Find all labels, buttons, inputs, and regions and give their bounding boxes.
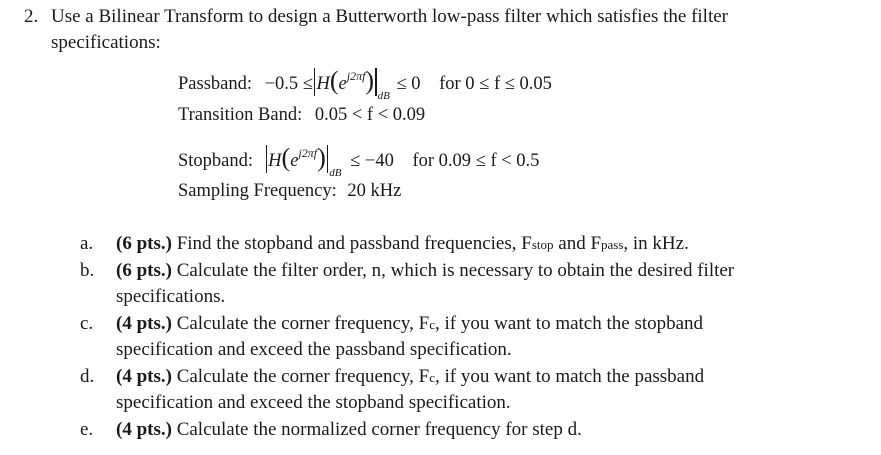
part-a-text-mid: and F	[553, 233, 602, 254]
problem-number: 2.	[24, 6, 39, 27]
transition-range: 0.05 < f < 0.09	[314, 105, 426, 125]
stopband-spec: Stopband: $H(e^{j2\pi f})_{dB} \le -40$ for 0.09 ≤ f < 0.5	[178, 143, 540, 179]
part-c-text-end: , if you want to match the stopband	[435, 313, 704, 334]
part-d	[116, 366, 704, 388]
magnitude-exponent: j2πf	[298, 146, 318, 160]
part-c-line2: specification and exceed the passband specification.	[116, 339, 512, 360]
fpass-subscript: pass	[601, 237, 624, 252]
part-a-letter: a.	[80, 233, 94, 254]
part-b	[116, 260, 734, 282]
sampling-label: Sampling Frequency:	[178, 181, 337, 201]
passband-lower-bound: −0.5 ≤	[264, 74, 313, 94]
part-c-text: Calculate the corner frequency, F	[176, 313, 430, 334]
part-e-letter: e.	[80, 419, 94, 440]
part-d-text: Calculate the corner frequency, F	[176, 366, 430, 387]
part-b-points: (6 pts.)	[116, 260, 172, 281]
part-d-points: (4 pts.)	[116, 366, 172, 387]
passband-range: for 0 ≤ f ≤ 0.05	[439, 74, 552, 94]
part-b-text: Calculate the filter order, n, which is necessary to obtain the desired filter	[176, 260, 735, 281]
part-e	[116, 419, 582, 441]
part-a-points: (6 pts.)	[116, 233, 172, 254]
part-d-text-end: , if you want to match the passband	[435, 366, 705, 387]
magnitude-H: H	[316, 74, 330, 94]
part-a-text-end: , in kHz.	[623, 233, 689, 254]
magnitude-e: e	[338, 74, 347, 94]
db-subscript: dB	[377, 90, 390, 102]
part-e-text: Calculate the normalized corner frequency for step d.	[176, 419, 582, 440]
problem-statement-line1: Use a Bilinear Transform to design a Butterworth low-pass filter which satisfies the filter	[51, 6, 729, 27]
stopband-range: for 0.09 ≤ f < 0.5	[412, 151, 540, 171]
part-c-points: (4 pts.)	[116, 313, 172, 334]
stopband-label: Stopband:	[178, 151, 254, 171]
passband-upper-bound: ≤ 0	[396, 74, 421, 94]
part-b-line2: specifications.	[116, 286, 226, 307]
part-d-letter: d.	[80, 366, 95, 387]
passband-label: Passband:	[178, 74, 252, 94]
part-a	[116, 233, 689, 255]
part-c-letter: c.	[80, 313, 94, 334]
part-d-line2: specification and exceed the stopband specification.	[116, 392, 511, 413]
abs-bar-right	[375, 68, 377, 96]
part-c	[116, 313, 703, 335]
magnitude-e: e	[290, 151, 299, 171]
part-a-text: Find the stopband and passband frequencies, F	[176, 233, 532, 254]
stopband-upper-bound: ≤ −40	[350, 151, 394, 171]
fc-subscript: c	[429, 370, 435, 385]
sampling-value: 20 kHz	[347, 181, 402, 201]
fstop-subscript: stop	[531, 237, 554, 252]
problem-statement-line2: specifications:	[51, 32, 161, 53]
sampling-frequency-spec	[178, 181, 401, 202]
transition-label: Transition Band:	[178, 105, 303, 125]
magnitude-H: H	[268, 151, 282, 171]
transition-band-spec	[178, 105, 425, 126]
db-subscript: dB	[329, 167, 342, 179]
abs-bar-left	[266, 145, 268, 173]
part-b-letter: b.	[80, 260, 95, 281]
passband-spec: Passband: $-0.5 \le H(e^{j2\pi f})_{dB} \le 0$ for 0 ≤ f ≤ 0.05	[178, 66, 552, 102]
fc-subscript: c	[429, 317, 435, 332]
part-e-points: (4 pts.)	[116, 419, 172, 440]
magnitude-exponent: j2πf	[346, 69, 366, 83]
